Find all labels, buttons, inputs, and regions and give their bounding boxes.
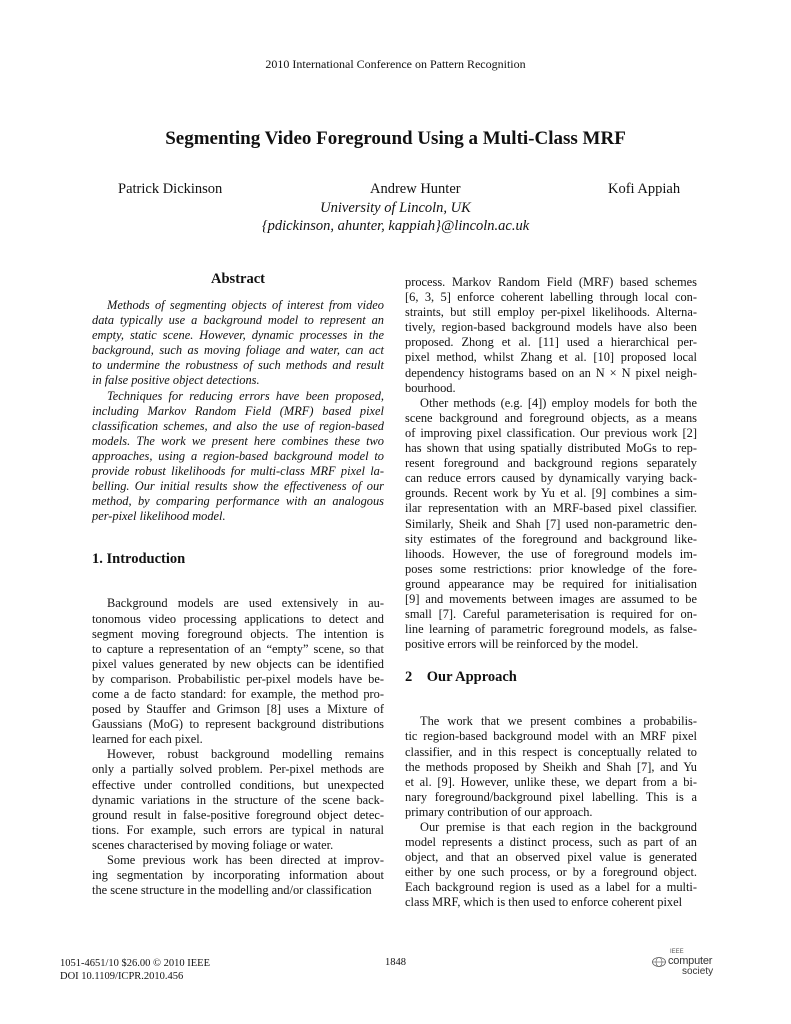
- text-line: [6, 3, 5] enforce coherent labelling through local con-: [405, 290, 697, 305]
- text-line: small [7]. Careful parameterisation is required for on-: [405, 607, 697, 622]
- text-line: to undermine the robustness of such methods and result: [92, 358, 384, 373]
- text-line: poses some restrictions: prior knowledge of the fore-: [405, 561, 697, 576]
- text-line: empty, static scene. However, dynamic processes in the: [92, 328, 384, 343]
- intro-paragraph-3: [92, 853, 384, 898]
- text-line: model represents a distinct process, such as part of an: [405, 835, 697, 850]
- affiliation: University of Lincoln, UK: [320, 200, 471, 216]
- paper-title: Segmenting Video Foreground Using a Multi-Class MRF: [165, 128, 626, 149]
- related-work-paragraph-2: [405, 396, 697, 653]
- approach-paragraph-2: [405, 820, 697, 911]
- text-line: including Markov Random Field (MRF) based pixel: [92, 403, 384, 418]
- text-line: method, by comparing performance with an analogous: [92, 494, 384, 509]
- text-line: tonomous video processing applications to detect and: [92, 611, 384, 626]
- text-line: background, such as moving foliage and water, can act: [92, 343, 384, 358]
- text-line: class MRF, which is then used to enforce coherent pixel: [405, 895, 683, 910]
- related-work-paragraph-1: [405, 275, 697, 396]
- left-column: [92, 272, 384, 898]
- text-line: of improving pixel classification. Our previous work [2]: [405, 425, 697, 440]
- text-line: learned for each pixel.: [92, 732, 203, 747]
- text-line: belling. Our initial results show the effectiveness of our: [92, 479, 384, 494]
- text-line: Our premise is that each region in the background: [420, 820, 697, 834]
- text-line: et al. [9]. However, unlike these, we depart from a bi-: [405, 774, 697, 789]
- text-line: Techniques for reducing errors have been proposed,: [107, 388, 384, 403]
- text-line: bourhood.: [405, 380, 456, 395]
- text-line: data typically use a background model to represent an: [92, 313, 384, 328]
- text-line: ground result in false-positive foreground object detec-: [92, 807, 384, 822]
- text-line: sity estimates of the foreground and background like-: [405, 531, 697, 546]
- text-line: scene background and foreground objects, as a means: [405, 410, 697, 425]
- abstract-paragraph-2: [92, 389, 384, 525]
- intro-paragraph-2: [92, 747, 384, 853]
- text-line: pixel method, whilst Zhang et al. [10] proposed local: [405, 350, 697, 365]
- text-line: approaches, using a region-based background model to: [92, 448, 384, 463]
- text-line: the scene structure in the modelling and/or classification: [92, 883, 372, 898]
- abstract-paragraph-1: [92, 298, 384, 389]
- text-line: come a de facto standard: for example, the method pro-: [92, 686, 384, 701]
- text-line: primary contribution of our approach.: [405, 804, 593, 819]
- author-3: Kofi Appiah: [608, 181, 681, 197]
- computer-society-logo: [648, 949, 718, 977]
- text-line: effective under controlled conditions, but unexpected: [92, 777, 384, 792]
- abstract-heading: Abstract: [211, 271, 265, 287]
- text-line: has shown that using spatially distributed MoGs to rep-: [405, 441, 697, 456]
- approach-paragraph-1: [405, 714, 697, 820]
- logo-sub-text: society: [682, 966, 714, 977]
- text-line: process. Markov Random Field (MRF) based schemes: [405, 275, 697, 289]
- text-line: The work that we present combines a probabilis-: [420, 714, 697, 729]
- right-column: [405, 275, 697, 911]
- copyright-line: 1051-4651/10 $26.00 © 2010 IEEE: [60, 958, 211, 969]
- text-line: Similarly, Sheik and Shah [7] used non-parametric den-: [405, 516, 697, 531]
- text-line: Methods of segmenting objects of interest from video: [107, 298, 384, 312]
- text-line: dependency histograms based on an N × N pixel neigh-: [405, 365, 697, 380]
- doi-line: DOI 10.1109/ICPR.2010.456: [60, 971, 184, 982]
- text-line: tions. For example, such errors are typical in natural: [92, 822, 384, 837]
- text-line: Some previous work has been directed at improv-: [107, 853, 384, 867]
- text-line: can reduce errors caused by dynamically varying back-: [405, 471, 697, 486]
- text-line: Other methods (e.g. [4]) employ models for both the: [420, 395, 697, 410]
- text-line: However, robust background modelling remains: [107, 747, 384, 762]
- text-line: to capture a representation of an “empty” scene, so that: [92, 641, 384, 656]
- intro-paragraph-1: [92, 596, 384, 747]
- logo-main-text: computer: [668, 955, 713, 967]
- text-line: Gaussians (MoG) to represent background distributions: [92, 717, 384, 732]
- text-line: straints, but still employ per-pixel likelihoods. Alterna-: [405, 305, 697, 320]
- text-line: scenes characterised by moving foliage or water.: [92, 837, 334, 852]
- text-line: segment moving foreground objects. The intention is: [92, 626, 384, 641]
- text-line: tic region-based background model with an MRF pixel: [405, 729, 697, 744]
- author-emails: {pdickinson, ahunter, kappiah}@lincoln.ac.uk: [261, 218, 530, 234]
- text-line: [9] and movements between images are assumed to be: [405, 591, 697, 606]
- text-line: only a partially solved problem. Per-pixel methods are: [92, 762, 384, 777]
- page-number: 1848: [385, 957, 406, 968]
- text-line: proposed. Zhong et al. [11] used a hierarchical per-: [405, 335, 697, 350]
- text-line: Each background region is used as a label for a multi-: [405, 880, 697, 895]
- section-heading-approach: 2 Our Approach: [405, 669, 517, 686]
- text-line: positive errors will be reinforced by the model.: [405, 637, 639, 652]
- text-line: in false positive object detections.: [92, 373, 260, 388]
- text-line: nary foreground/background pixel labelling. This is a: [405, 789, 697, 804]
- text-line: ground appearance may be required for initialisation: [405, 576, 697, 591]
- text-line: posed by Stauffer and Grimson [8] uses a Mixture of: [92, 702, 384, 717]
- text-line: ilar representation with an MRF-based pixel classifier.: [405, 501, 697, 516]
- text-line: models. The work we present here combines these two: [92, 433, 384, 448]
- logo-ieee-text: IEEE: [670, 949, 684, 955]
- text-line: line learning of parametric foreground models, as false-: [405, 622, 697, 637]
- text-line: the methods proposed by Sheikh and Shah [7], and Yu: [405, 759, 697, 774]
- copyright-footer: [60, 957, 210, 983]
- author-1: Patrick Dickinson: [118, 181, 223, 197]
- text-line: dynamic variations in the structure of the scene back-: [92, 792, 384, 807]
- globe-icon: [652, 957, 666, 967]
- conference-name: 2010 International Conference on Pattern Recognition: [265, 57, 526, 71]
- text-line: resent foreground and background regions separately: [405, 456, 697, 471]
- author-2: Andrew Hunter: [370, 181, 461, 197]
- text-line: pixel values generated by new objects can be identified: [92, 656, 384, 671]
- text-line: by comparison. Probabilistic per-pixel models have be-: [92, 671, 384, 686]
- text-line: Background models are used extensively in au-: [107, 596, 384, 611]
- text-line: provide robust likelihoods for multi-class MRF pixel la-: [92, 464, 384, 479]
- text-line: tively, region-based background models have also been: [405, 320, 697, 335]
- text-line: grounds. Recent work by Yu et al. [9] combines a sim-: [405, 486, 697, 501]
- text-line: ing segmentation by incorporating information about: [92, 868, 384, 883]
- text-line: classifier, and in this respect is conceptually related to: [405, 744, 697, 759]
- text-line: object, and that an observed pixel value is generated: [405, 850, 697, 865]
- section-heading-introduction: 1. Introduction: [92, 551, 186, 568]
- text-line: per-pixel likelihood model.: [92, 509, 226, 524]
- text-line: either by one such process, or by a foreground object.: [405, 865, 697, 880]
- text-line: lihoods. However, the use of foreground models im-: [405, 546, 697, 561]
- text-line: classification schemes, and also the use of region-based: [92, 418, 384, 433]
